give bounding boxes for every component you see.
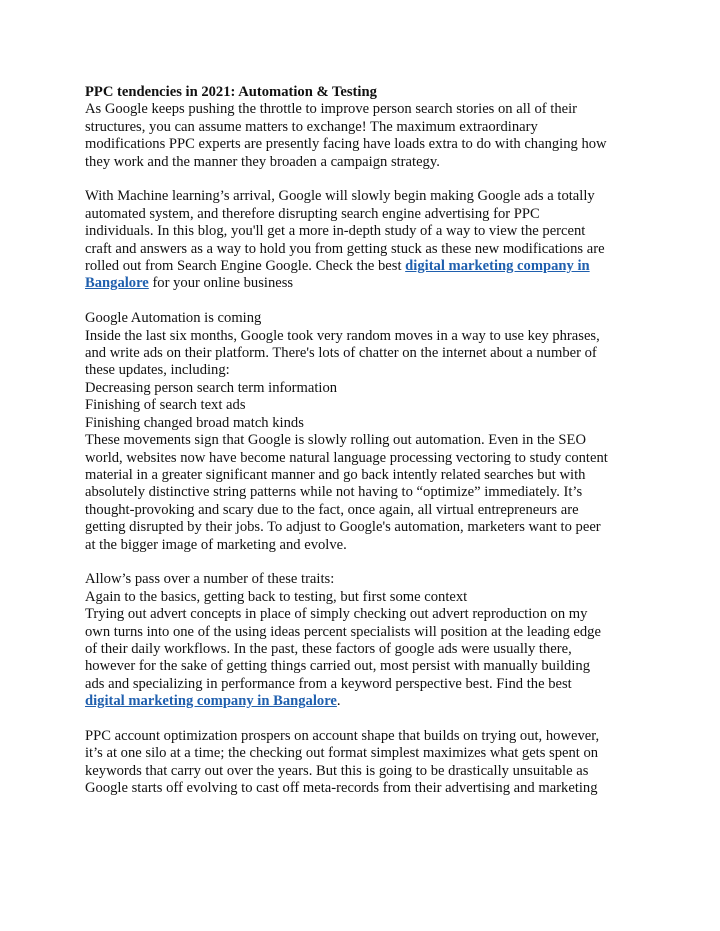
text-line: absolutely distinctive string patterns while not having to “optimize” immediately. It’s [85, 484, 583, 501]
text-line: and write ads on their platform. There's lots of chatter on the internet about a number of [85, 345, 597, 362]
text-line: it’s at one silo at a time; the checking out format simplest maximizes what gets spent on [85, 745, 599, 762]
text-line: Trying out advert concepts in place of simply checking out advert reproduction on my [85, 606, 588, 623]
intro-paragraph [85, 84, 645, 171]
list-item: Finishing changed broad match kinds [85, 414, 304, 431]
machine-learning-paragraph [85, 188, 645, 292]
article-body [85, 84, 645, 815]
text-line: ads and specializing in performance from a keyword perspective best. Find the best [85, 675, 572, 692]
text-line: As Google keeps pushing the throttle to improve person search stories on all of their [85, 101, 578, 118]
text-line [85, 275, 645, 292]
text-segment: . [336, 693, 341, 710]
text-line: thought-provoking and scary due to the fact, once again, all virtual entrepreneurs are [85, 501, 579, 518]
text-line: Google starts off evolving to cast off meta-records from their advertising and marketing [85, 780, 598, 797]
optimization-paragraph [85, 728, 645, 798]
digital-marketing-link-2[interactable]: digital marketing company in Bangalore [85, 693, 337, 710]
list-item: Decreasing person search term information [85, 379, 338, 396]
text-line: craft and answers as a way to hold you from getting stuck as these new modifications are [85, 240, 605, 257]
text-segment: rolled out from Search Engine Google. Check the best [85, 258, 406, 275]
text-line: they work and the manner they broaden a campaign strategy. [85, 153, 440, 170]
digital-marketing-link-1[interactable]: digital marketing company in [405, 258, 590, 275]
digital-marketing-link-1-continued[interactable]: Bangalore [85, 275, 149, 292]
article-title: PPC tendencies in 2021: Automation & Testing [85, 84, 377, 100]
text-line: PPC account optimization prospers on account shape that builds on trying out, however, [85, 727, 600, 744]
text-line: these updates, including: [85, 362, 230, 379]
text-line [85, 693, 645, 710]
automation-paragraph [85, 310, 645, 554]
text-line: keywords that carry out over the years. But this is going to be drastically unsuitable as [85, 762, 589, 779]
traits-paragraph [85, 571, 645, 710]
text-line: material in a greater significant manner and go back intently related searches but with [85, 466, 586, 483]
list-item: Finishing of search text ads [85, 397, 246, 414]
text-line: however for the sake of getting things carried out, most persist with manually building [85, 658, 591, 675]
text-line: at the bigger image of marketing and evolve. [85, 536, 347, 553]
text-line: of their daily workflows. In the past, these factors of google ads were usually there, [85, 640, 572, 657]
text-line: With Machine learning’s arrival, Google will slowly begin making Google ads a totally [85, 188, 595, 205]
text-line: individuals. In this blog, you'll get a more in-depth study of a way to view the percent [85, 223, 586, 240]
text-segment: for your online business [148, 275, 294, 292]
text-line: structures, you can assume matters to exchange! The maximum extraordinary [85, 118, 538, 135]
subheading: Again to the basics, getting back to testing, but first some context [85, 588, 468, 605]
text-line: Inside the last six months, Google took very random moves in a way to use key phrases, [85, 327, 600, 344]
text-line: own turns into one of the using ideas percent specialists will position at the leading edge [85, 623, 601, 640]
text-line: getting disrupted by their jobs. To adjust to Google's automation, marketers want to peer [85, 519, 601, 536]
text-line [85, 258, 645, 275]
text-line: modifications PPC experts are presently facing have loads extra to do with changing how [85, 136, 607, 153]
text-line: These movements sign that Google is slowly rolling out automation. Even in the SEO [85, 432, 586, 449]
text-line: automated system, and therefore disrupting search engine advertising for PPC [85, 205, 540, 222]
section-heading: Allow’s pass over a number of these traits: [85, 571, 335, 588]
text-line: world, websites now have become natural language processing vectoring to study content [85, 449, 608, 466]
section-heading: Google Automation is coming [85, 310, 262, 327]
